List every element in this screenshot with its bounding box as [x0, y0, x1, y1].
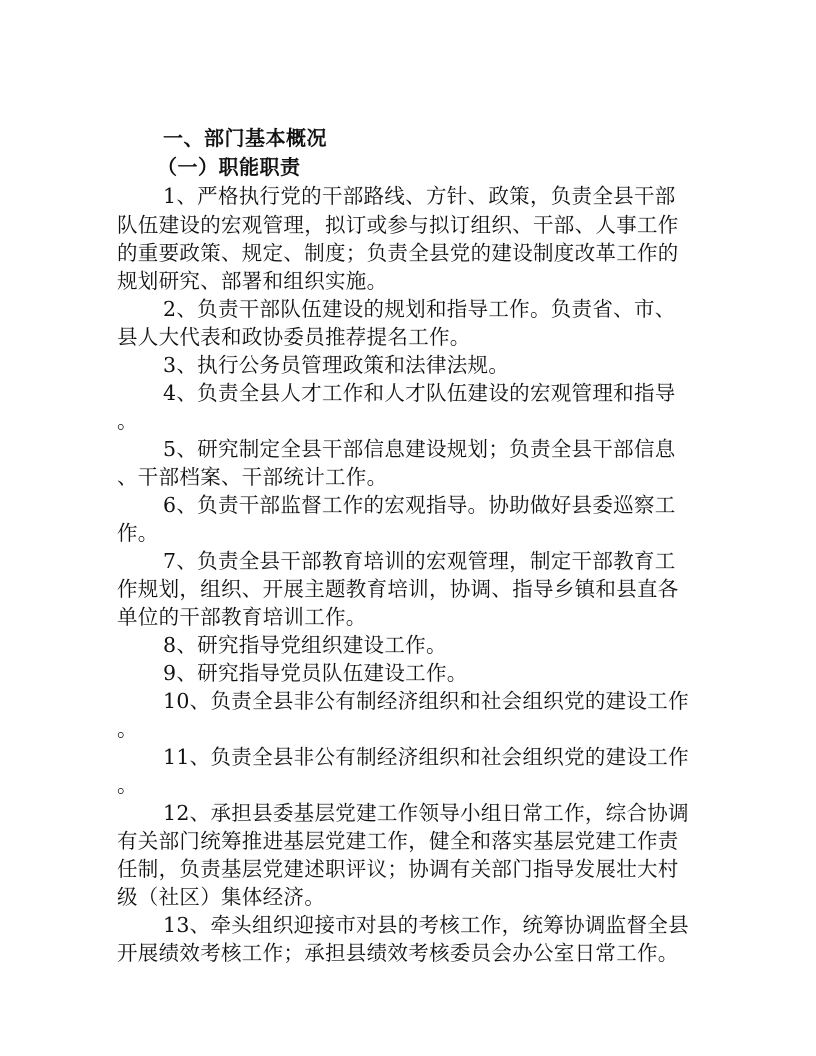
text-line: 级（社区）集体经济。 [117, 885, 325, 909]
text-line: 4、负责全县人才工作和人才队伍建设的宏观管理和指导 [163, 381, 676, 405]
text-line: 3、执行公务员管理政策和法律法规。 [163, 353, 510, 377]
text-line: 单位的干部教育培训工作。 [117, 605, 367, 629]
text-line: 。 [117, 409, 138, 433]
text-line: 开展绩效考核工作；承担县绩效考核委员会办公室日常工作。 [117, 941, 679, 965]
text-line: 13、牵头组织迎接市对县的考核工作，统筹协调监督全县 [163, 913, 689, 937]
text-line: 的重要政策、规定、制度；负责全县党的建设制度改革工作的 [117, 241, 679, 265]
text-line: 、干部档案、干部统计工作。 [117, 465, 388, 489]
text-line: 6、负责干部监督工作的宏观指导。协助做好县委巡察工 [163, 493, 676, 517]
text-line: 县人大代表和政协委员推荐提名工作。 [117, 325, 471, 349]
text-line: 7、负责全县干部教育培训的宏观管理，制定干部教育工 [163, 549, 676, 573]
text-line: 有关部门统筹推进基层党建工作，健全和落实基层党建工作责 [117, 829, 679, 853]
section-heading: 一、部门基本概况 [163, 126, 327, 150]
text-line: 2、负责干部队伍建设的规划和指导工作。负责省、市、 [163, 297, 676, 321]
text-line: 5、研究制定全县干部信息建设规划；负责全县干部信息 [163, 437, 676, 461]
text-line: 1、严格执行党的干部路线、方针、政策，负责全县干部 [163, 184, 676, 208]
text-line: 10、负责全县非公有制经济组织和社会组织党的建设工作 [163, 689, 689, 713]
text-line: 11、负责全县非公有制经济组织和社会组织党的建设工作 [163, 745, 689, 769]
text-line: 作。 [117, 521, 159, 545]
text-line: 9、研究指导党员队伍建设工作。 [163, 661, 468, 685]
text-line: 。 [117, 773, 138, 797]
subsection-heading: （一）职能职责 [157, 155, 301, 179]
text-line: 队伍建设的宏观管理，拟订或参与拟订组织、干部、人事工作 [117, 213, 679, 237]
text-line: 8、研究指导党组织建设工作。 [163, 633, 447, 657]
text-line: 任制，负责基层党建述职评议；协调有关部门指导发展壮大村 [117, 857, 679, 881]
text-line: 12、承担县委基层党建工作领导小组日常工作，综合协调 [163, 801, 689, 825]
text-line: 规划研究、部署和组织实施。 [117, 269, 388, 293]
text-line: 作规划，组织、开展主题教育培训，协调、指导乡镇和县直各 [117, 577, 679, 601]
text-line: 。 [117, 717, 138, 741]
